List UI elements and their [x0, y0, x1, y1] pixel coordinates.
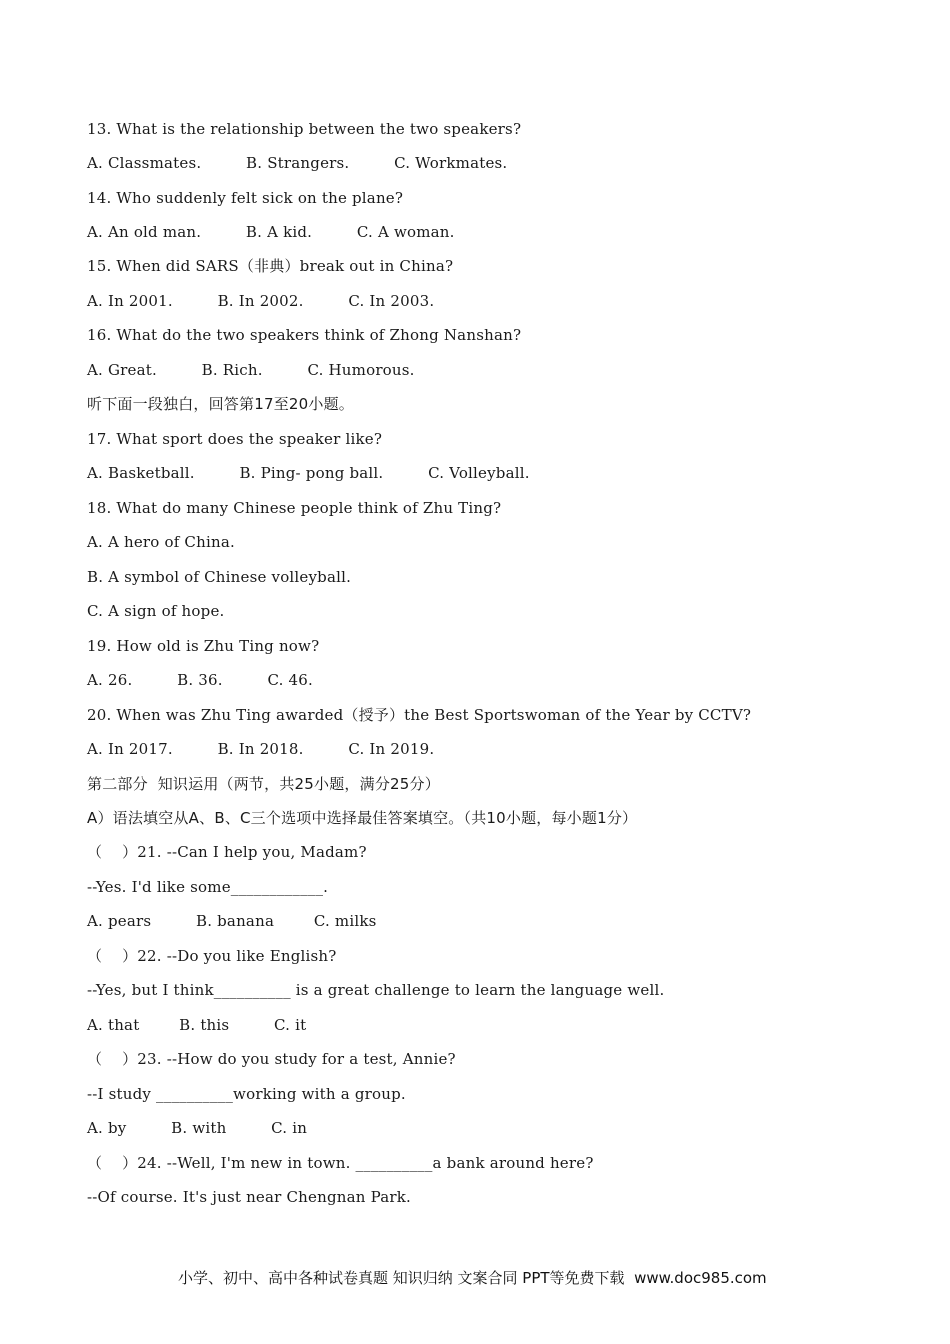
options-23: A. by B. with C. in — [87, 1119, 308, 1137]
question-21: （ ）21. --Can I help you, Madam? — [87, 843, 367, 861]
question-21-line2: --Yes. I'd like some____________. — [87, 878, 329, 896]
section-instruction-17-20: 听下面一段独白，回答第17至20小题。 — [87, 395, 354, 413]
options-21: A. pears B. banana C. milks — [87, 912, 377, 930]
options-20: A. In 2017. B. In 2018. C. In 2019. — [87, 740, 435, 758]
options-17: A. Basketball. B. Ping- pong ball. C. Volleyball. — [87, 464, 530, 482]
question-24: （ ）24. --Well, I'm new in town. __________a bank around here? — [87, 1154, 594, 1172]
options-22: A. that B. this C. it — [87, 1016, 307, 1034]
question-24-line2: --Of course. It's just near Chengnan Park. — [87, 1188, 411, 1206]
options-13: A. Classmates. B. Strangers. C. Workmates. — [87, 154, 508, 172]
question-18: 18. What do many Chinese people think of Zhu Ting? — [87, 499, 502, 517]
question-14: 14. Who suddenly felt sick on the plane? — [87, 189, 404, 207]
question-17: 17. What sport does the speaker like? — [87, 430, 383, 448]
question-23-line2: --I study __________working with a group. — [87, 1085, 406, 1103]
option-18c: C. A sign of hope. — [87, 602, 225, 620]
options-14: A. An old man. B. A kid. C. A woman. — [87, 223, 455, 241]
question-19: 19. How old is Zhu Ting now? — [87, 637, 320, 655]
question-13: 13. What is the relationship between the two speakers? — [87, 120, 522, 138]
options-15: A. In 2001. B. In 2002. C. In 2003. — [87, 292, 435, 310]
question-22: （ ）22. --Do you like English? — [87, 947, 337, 965]
option-18b: B. A symbol of Chinese volleyball. — [87, 568, 352, 586]
option-18a: A. A hero of China. — [87, 533, 235, 551]
page-footer: 小学、初中、高中各种试卷真题 知识归纳 文案合同 PPT等免费下载 www.doc985.com — [178, 1269, 767, 1287]
question-23: （ ）23. --How do you study for a test, Annie? — [87, 1050, 456, 1068]
options-19: A. 26. B. 36. C. 46. — [87, 671, 313, 689]
question-15: 15. When did SARS（非典）break out in China? — [87, 257, 454, 275]
question-22-line2: --Yes, but I think__________ is a great challenge to learn the language well. — [87, 981, 665, 999]
question-20: 20. When was Zhu Ting awarded（授予）the Best Sportswoman of the Year by CCTV? — [87, 706, 752, 724]
question-16: 16. What do the two speakers think of Zhong Nanshan? — [87, 326, 522, 344]
section-a-instruction: A）语法填空从A、B、C三个选项中选择最佳答案填空。（共10小题，每小题1分） — [87, 809, 638, 827]
options-16: A. Great. B. Rich. C. Humorous. — [87, 361, 415, 379]
part-two-heading: 第二部分 知识运用（两节，共25小题，满分25分） — [87, 775, 440, 793]
